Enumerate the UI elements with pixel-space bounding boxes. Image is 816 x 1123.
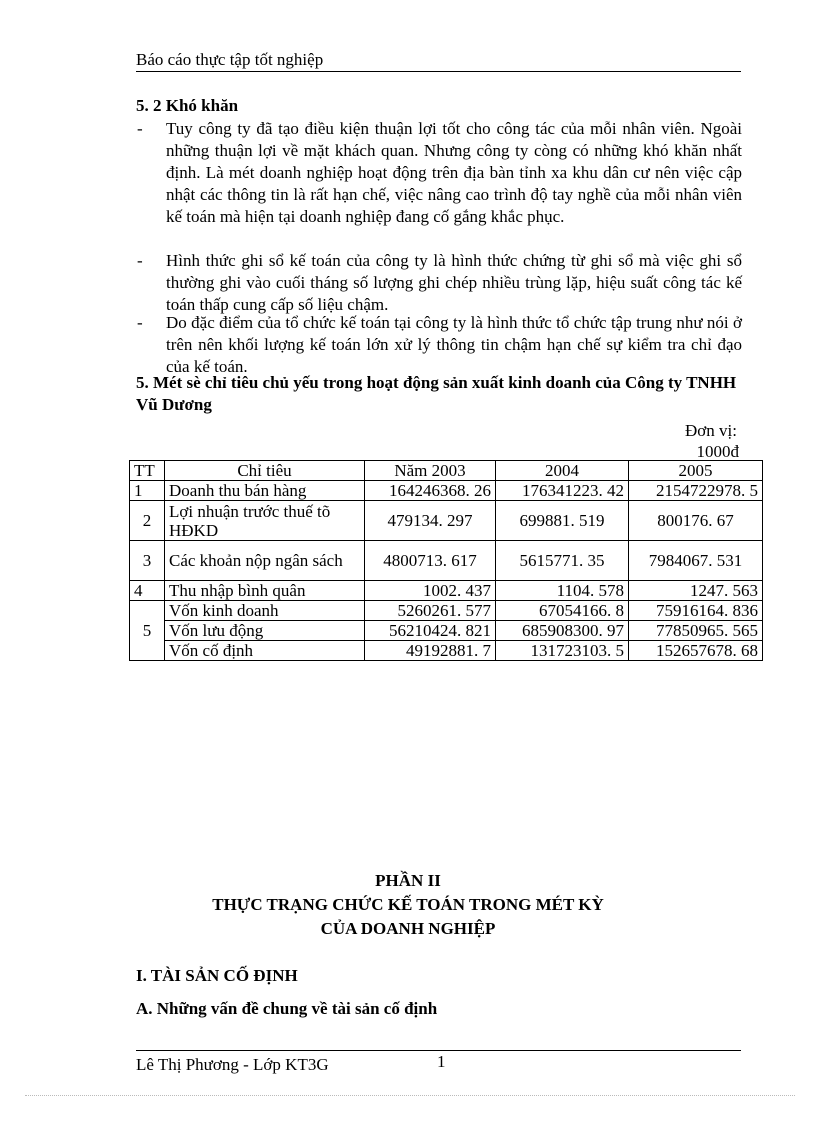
unit-label: Đơn vị: [685, 421, 737, 440]
bullet-item-3 [137, 312, 742, 378]
cell-2004: 67054166. 8 [496, 601, 629, 621]
cell-2004: 685908300. 97 [496, 621, 629, 641]
table-row [130, 501, 763, 541]
cell-2005: 2154722978. 5 [629, 481, 763, 501]
footer-rule [136, 1050, 741, 1051]
section-5-heading: 5. Mét sè chỉ tiêu chủ yếu trong hoạt động sản xuất kinh doanh của Công ty TNHH Vũ Dương [136, 373, 737, 414]
section-i-heading: I. TÀI SẢN CỐ ĐỊNH [136, 966, 298, 985]
cell-2004: 1104. 578 [496, 581, 629, 601]
cell-tt: 4 [130, 581, 165, 601]
cell-tt: 3 [130, 541, 165, 581]
header-2004: 2004 [496, 461, 629, 481]
cell-label: Doanh thu bán hàng [165, 481, 365, 501]
header-rule [136, 71, 741, 72]
cell-tt: 1 [130, 481, 165, 501]
cell-label: Các khoản nộp ngân sách [165, 541, 365, 581]
indicator-table [129, 460, 763, 661]
table-row [130, 581, 763, 601]
cell-2004: 131723103. 5 [496, 641, 629, 661]
header-tt: TT [130, 461, 165, 481]
cell-2003: 49192881. 7 [365, 641, 496, 661]
footer-author: Lê Thị Phương - Lớp KT3G [136, 1055, 329, 1074]
cell-2003: 1002. 437 [365, 581, 496, 601]
table-row [130, 541, 763, 581]
cell-label: Thu nhập bình quân [165, 581, 365, 601]
part-title: PHẦN II [375, 871, 441, 890]
bullet-text-2: Hình thức ghi sổ kế toán của công ty là hình thức chứng từ ghi sổ mà việc ghi sổ thường ghi vào cuối tháng số lượng ghi chép nhiều trùng lặp, hiệu suất công tác kế toán thấp cung cấp số liệu chậm. [166, 251, 742, 314]
table-row [130, 621, 763, 641]
table-row [130, 601, 763, 621]
cell-2005: 7984067. 531 [629, 541, 763, 581]
part-subtitle-1: THỰC TRẠNG CHỨC KẾ TOÁN TRONG MÉT KỲ [212, 895, 604, 914]
cell-label: Vốn lưu động [165, 621, 365, 641]
page-number: 1 [437, 1052, 446, 1071]
cell-2003: 56210424. 821 [365, 621, 496, 641]
cell-2004: 5615771. 35 [496, 541, 629, 581]
bullet-item-1 [137, 118, 742, 228]
section-5-2-heading: 5. 2 Khó khăn [136, 96, 239, 115]
page-bottom-dotted-line [25, 1095, 795, 1096]
cell-2003: 164246368. 26 [365, 481, 496, 501]
bullet-dash: - [137, 119, 143, 138]
cell-tt: 5 [130, 601, 165, 661]
bullet-dash: - [137, 251, 143, 270]
cell-2005: 800176. 67 [629, 501, 763, 541]
cell-2004: 699881. 519 [496, 501, 629, 541]
cell-2003: 4800713. 617 [365, 541, 496, 581]
bullet-text-3: Do đặc điểm của tổ chức kế toán tại công ty là hình thức tổ chức tập trung như nói ở trên nên khối lượng kế toán lớn xử lý thông tin chậm hạn chế sự kiểm tra chỉ đạo của kế toán. [166, 313, 742, 376]
section-a-heading: A. Những vấn đề chung về tài sản cố định [136, 999, 438, 1018]
cell-2004: 176341223. 42 [496, 481, 629, 501]
unit-value: 1000đ [696, 442, 739, 461]
cell-2005: 152657678. 68 [629, 641, 763, 661]
page-header-title: Báo cáo thực tập tốt nghiệp [136, 50, 324, 69]
cell-label: Lợi nhuận trước thuế tõ HĐKD [165, 501, 365, 541]
cell-2003: 5260261. 577 [365, 601, 496, 621]
table-row [130, 481, 763, 501]
bullet-text-1: Tuy công ty đã tạo điều kiện thuận lợi tốt cho công tác của mỗi nhân viên. Ngoài những thuận lợi về mặt khách quan. Nhưng công ty còng có những khó khăn nhất định. Là mét doanh nghiệp hoạt động trên địa bàn tỉnh xa khu dân cư nên việc cập nhật các thông tin là rất hạn chế, việc nâng cao trình độ tay nghề của mỗi nhân viên kế toán mà hiện tại doanh nghiệp đang cố gắng khắc phục. [166, 119, 742, 226]
cell-label: Vốn kinh doanh [165, 601, 365, 621]
cell-2003: 479134. 297 [365, 501, 496, 541]
bullet-item-2 [137, 250, 742, 316]
bullet-dash: - [137, 313, 143, 332]
cell-label: Vốn cố định [165, 641, 365, 661]
header-2005: 2005 [629, 461, 763, 481]
header-indicator: Chỉ tiêu [165, 461, 365, 481]
part-subtitle-2: CỦA DOANH NGHIỆP [320, 919, 496, 938]
cell-2005: 77850965. 565 [629, 621, 763, 641]
table-row [130, 641, 763, 661]
cell-tt: 2 [130, 501, 165, 541]
header-2003: Năm 2003 [365, 461, 496, 481]
cell-2005: 75916164. 836 [629, 601, 763, 621]
cell-2005: 1247. 563 [629, 581, 763, 601]
table-header-row [130, 461, 763, 481]
